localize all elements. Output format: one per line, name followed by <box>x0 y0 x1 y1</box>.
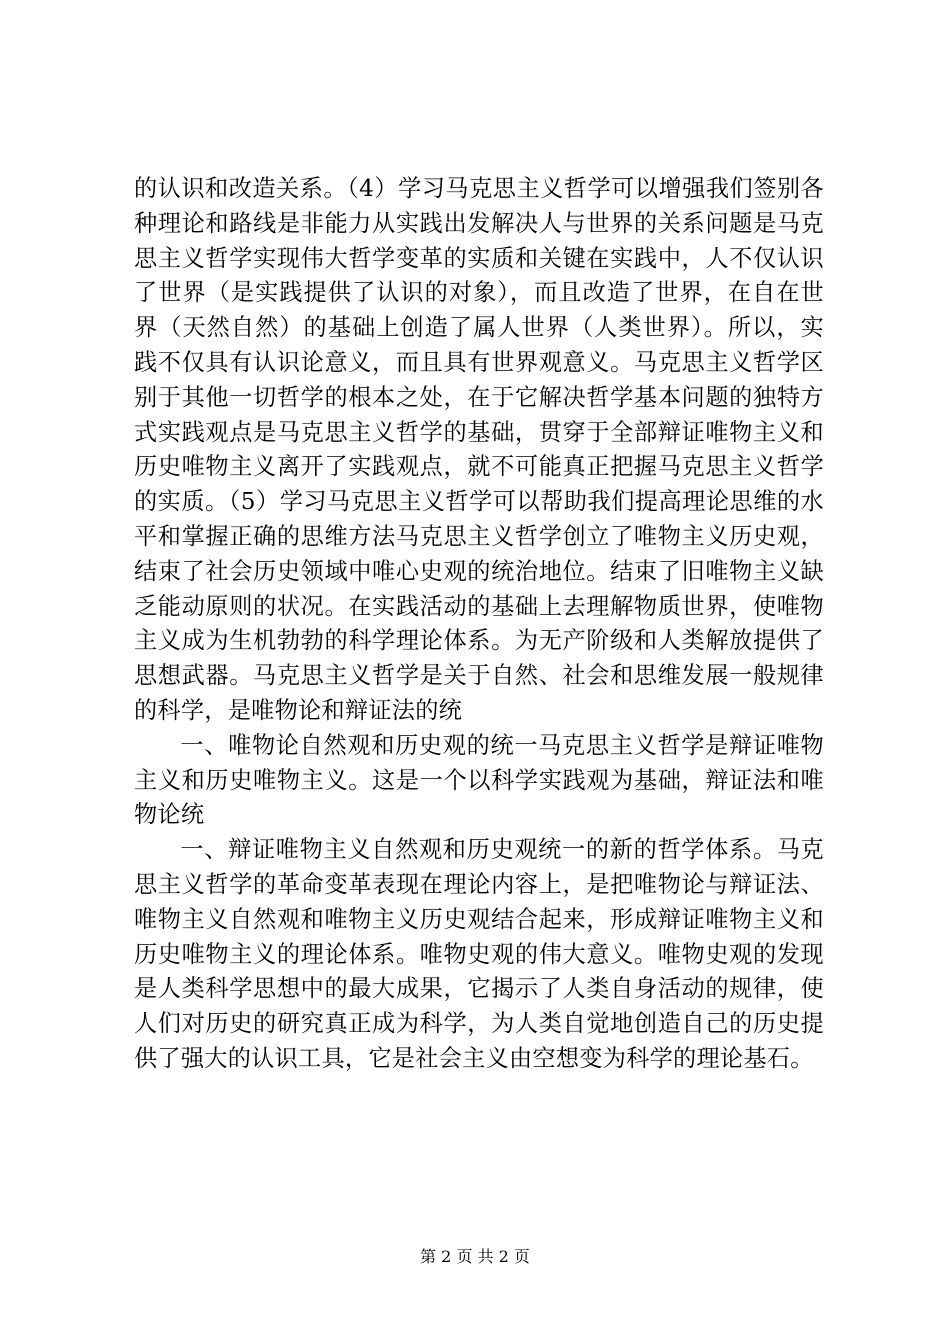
paragraph-continuation: 的认识和改造关系。（4）学习马克思主义哲学可以增强我们签别各种理论和路线是非能力从实践出发解决人与世界的关系问题是马克思主义哲学实现伟大哲学变革的实质和关键在实践中，人不仅认识了世界（是实践提供了认识的对象），而且改造了世界，在自在世界（天然自然）的基础上创造了属人世界（人类世界）。所以，实践不仅具有认识论意义，而且具有世界观意义。马克思主义哲学区别于其他一切哲学的根本之处，在于它解决哲学基本问题的独特方式实践观点是马克思主义哲学的基础，贯穿于全部辩证唯物主义和历史唯物主义离开了实践观点，就不可能真正把握马克思主义哲学的实质。（5）学习马克思主义哲学可以帮助我们提高理论思维的水平和掌握正确的思维方法马克思主义哲学创立了唯物主义历史观，结束了社会历史领域中唯心史观的统治地位。结束了旧唯物主义缺乏能动原则的状况。在实践活动的基础上去理解物质世界，使唯物主义成为生机勃勃的科学理论体系。为无产阶级和人类解放提供了思想武器。马克思主义哲学是关于自然、社会和思维发展一般规律的科学，是唯物论和辩证法的统 <box>134 175 824 724</box>
paragraph-section-dialectics: 一、辩证唯物主义自然观和历史观统一的新的哲学体系。马克思主义哲学的革命变革表现在理论内容上，是把唯物论与辩证法、唯物主义自然观和唯物主义历史观结合起来，形成辩证唯物主义和历史唯物主义的理论体系。唯物史观的伟大意义。唯物史观的发现是人类科学思想中的最大成果，它揭示了人类自身活动的规律，使人们对历史的研究真正成为科学，为人类自觉地创造自己的历史提供了强大的认识工具，它是社会主义由空想变为科学的理论基石。 <box>134 836 824 1072</box>
paragraph-section-one: 一、唯物论自然观和历史观的统一马克思主义哲学是辩证唯物主义和历史唯物主义。这是一个以科学实践观为基础，辩证法和唯物论统 <box>134 731 824 829</box>
page-number-footer: 第 2 页 共 2 页 <box>420 1247 530 1266</box>
document-body <box>134 172 824 1077</box>
